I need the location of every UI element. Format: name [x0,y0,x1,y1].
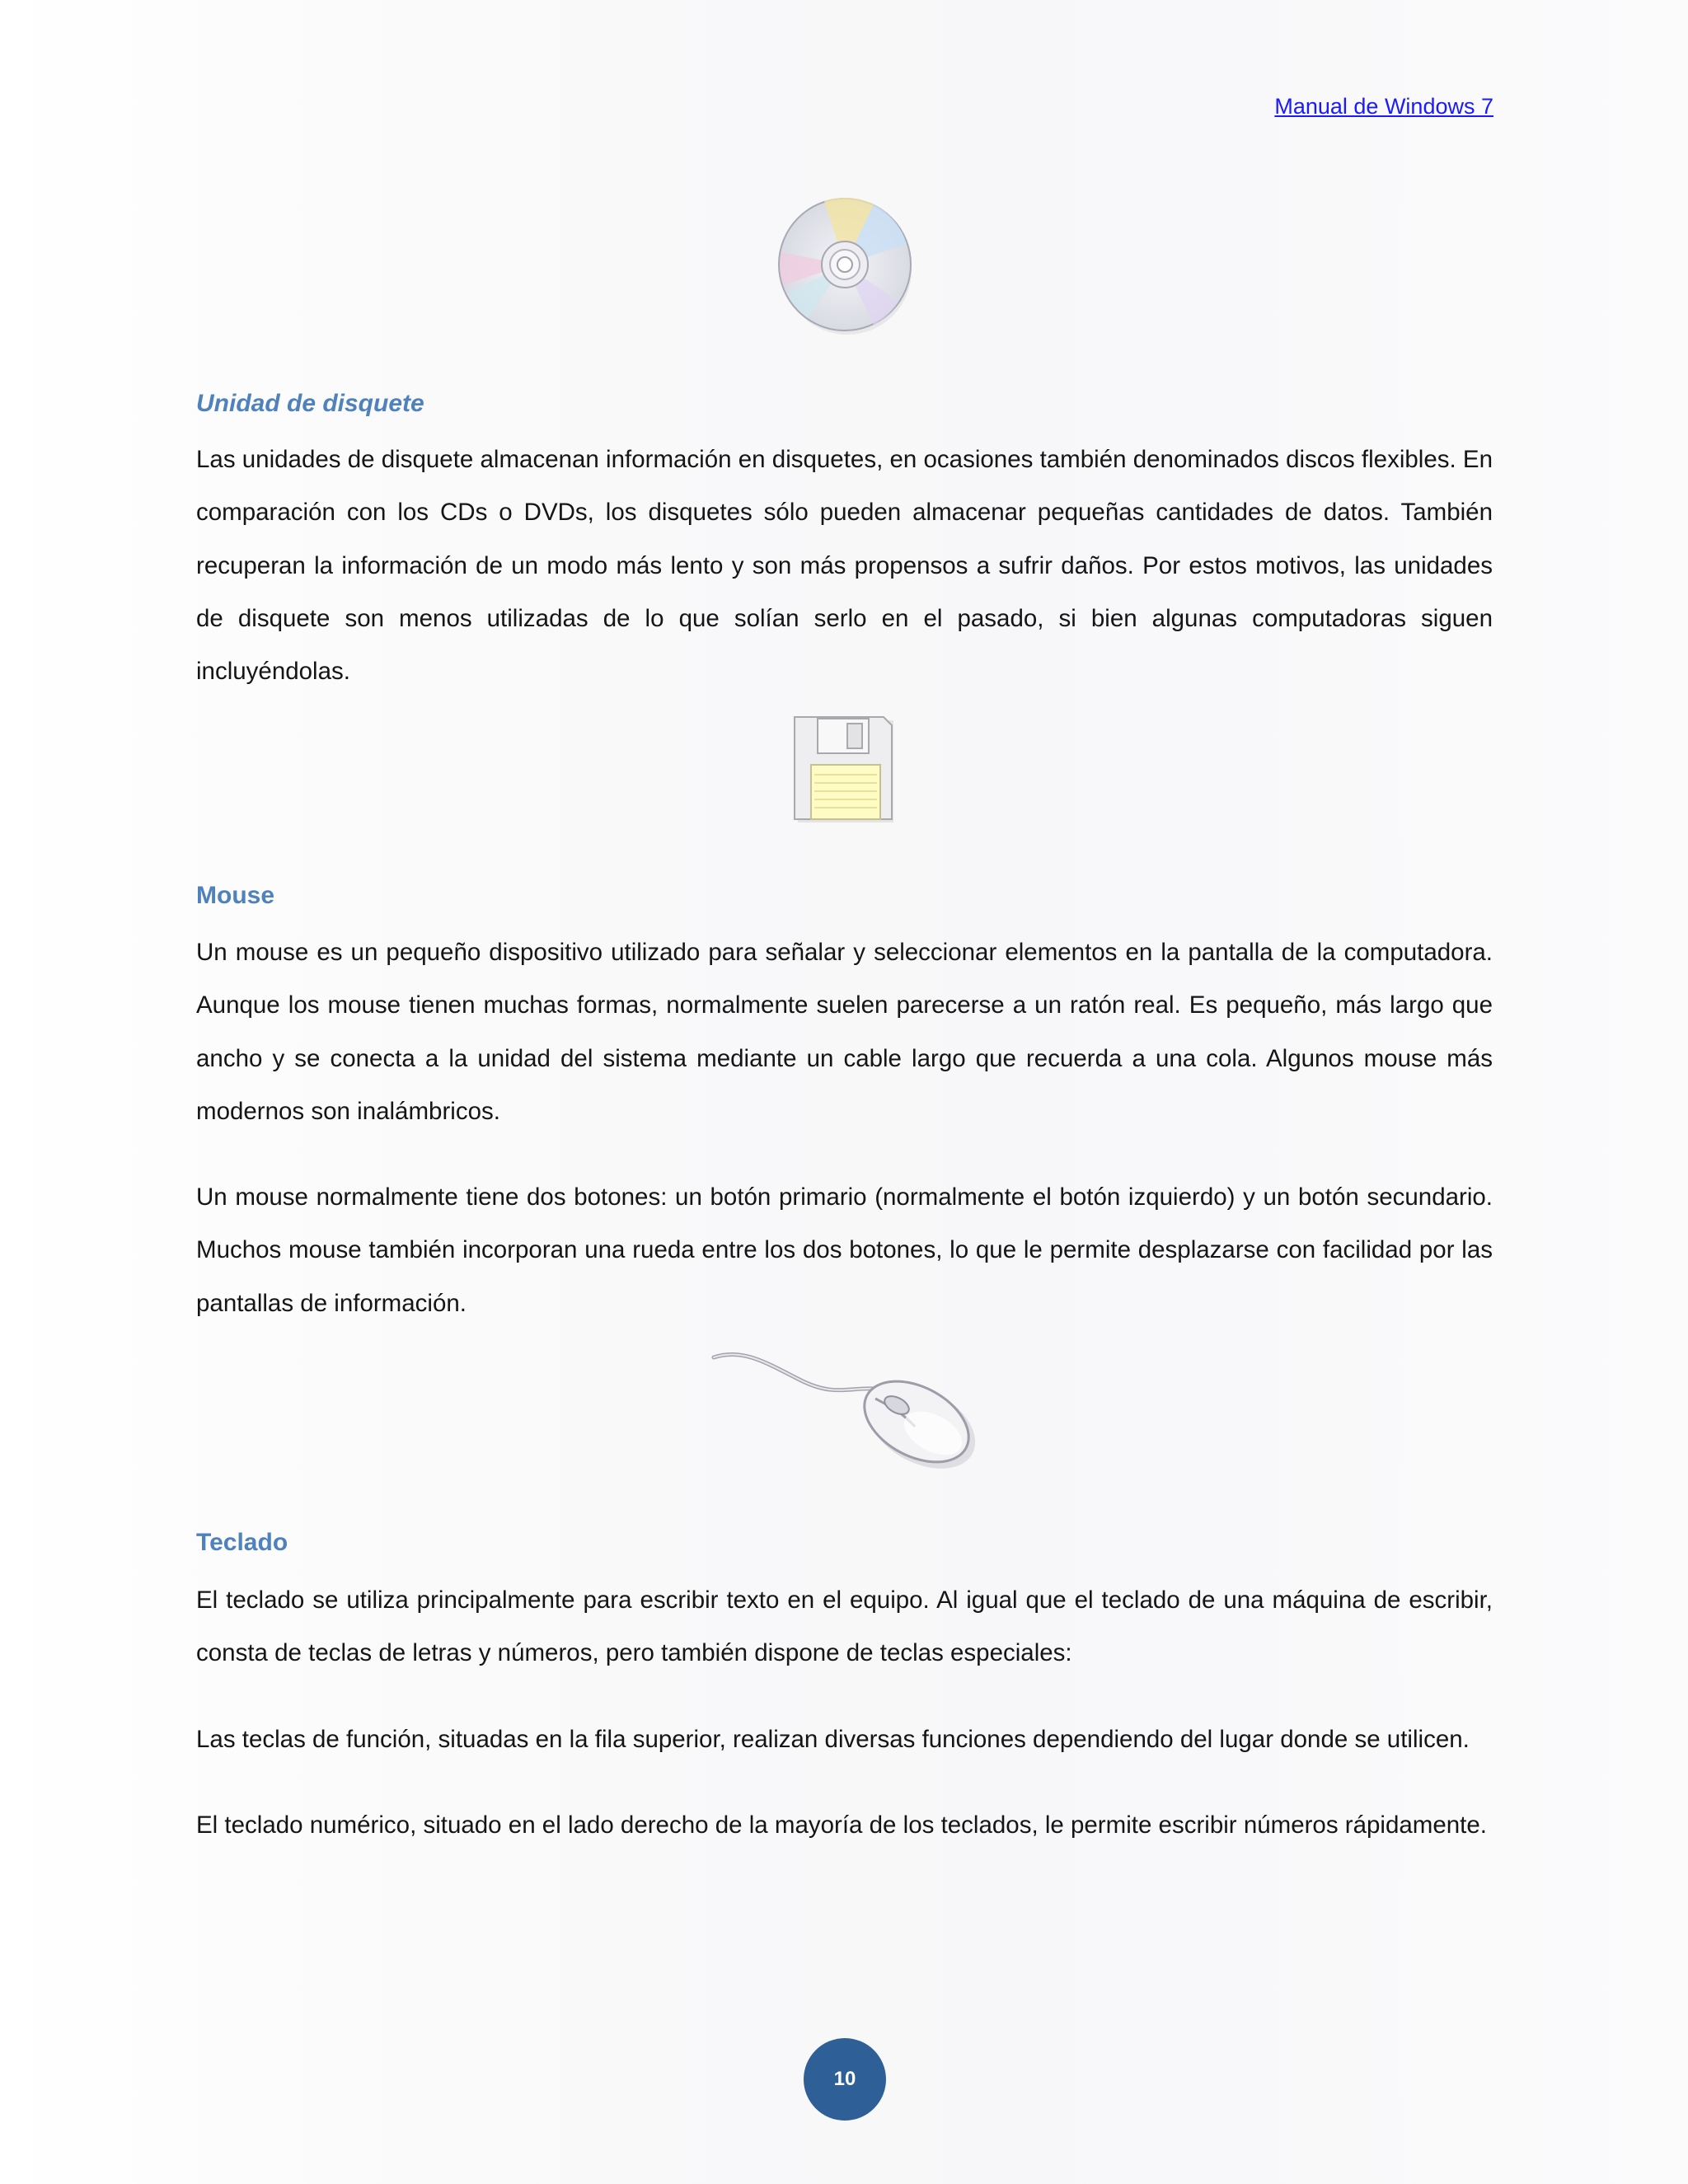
floppy-disk-icon [793,715,897,824]
header-link-manual[interactable]: Manual de Windows 7 [1274,94,1493,119]
page-number-badge: 10 [804,2038,886,2121]
computer-mouse-icon [710,1347,984,1473]
keyboard-paragraph-3: El teclado numérico, situado en el lado derecho de la mayoría de los teclados, le permite escribir números rápidamente. [196,1811,1487,1839]
cd-disc-icon [775,194,915,335]
keyboard-paragraph-2: Las teclas de función, situadas en la fila superior, realizan diversas funciones dependiendo del lugar donde se utilicen. [196,1725,1470,1753]
floppy-paragraph: Las unidades de disquete almacenan información en disquetes, en ocasiones también denominados discos flexibles. En comparación con los CDs o DVDs, los disquetes sólo pueden almacenar pequeñas cantidades de datos. También recuperan la información de un modo más lento y son más propensos a sufrir daños. Por estos motivos, las unidades de disquete son menos utilizadas de lo que solían serlo en el pasado, si bien algunas computadoras siguen incluyéndolas. [196,446,1493,686]
section-heading-mouse: Mouse [196,882,275,909]
section-heading-floppy: Unidad de disquete [196,390,424,417]
mouse-paragraph-2: Un mouse normalmente tiene dos botones: un botón primario (normalmente el botón izquierdo) y un botón secundario. Muchos mouse también incorporan una rueda entre los dos botones, lo que le permite desplazarse con facilidad por las pantallas de información. [196,1183,1493,1317]
section-heading-keyboard: Teclado [196,1529,288,1556]
keyboard-paragraph-1: El teclado se utiliza principalmente para escribir texto en el equipo. Al igual que el teclado de una máquina de escribir, consta de teclas de letras y números, pero también dispone de teclas especiales: [196,1586,1493,1667]
mouse-paragraph-1: Un mouse es un pequeño dispositivo utilizado para señalar y seleccionar elementos en la pantalla de la computadora. Aunque los mouse tienen muchas formas, normalmente suelen parecerse a un ratón real. Es pequeño, más largo que ancho y se conecta a la unidad del sistema mediante un cable largo que recuerda a una cola. Algunos mouse más modernos son inalámbricos. [196,939,1493,1125]
